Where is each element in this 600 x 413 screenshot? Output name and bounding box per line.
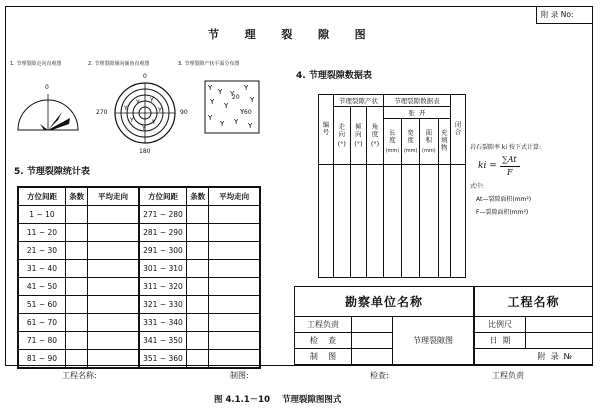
table-row (18, 296, 260, 314)
footer-check: 检查: (370, 371, 389, 380)
formula-def-f: F—裂隙面积(mm²) (476, 209, 529, 216)
formula-lhs: ki = (478, 161, 497, 171)
table-row (18, 314, 260, 332)
h-fill: 充填物 (438, 119, 451, 165)
range-cell: 71 ~ 80 (18, 332, 65, 350)
svg-text:Y: Y (136, 99, 140, 106)
h-open: 张 开 (383, 107, 450, 119)
project-name-heading: 工程名称 (474, 287, 593, 317)
svg-text:Y: Y (152, 119, 156, 126)
page-title: 节 理 裂 隙 图 (208, 28, 372, 41)
range-cell: 41 ~ 50 (18, 278, 65, 296)
range-cell: 11 ~ 20 (18, 224, 65, 242)
svg-text:Y: Y (250, 96, 255, 104)
engineer-label: 工程负责 (295, 317, 352, 333)
range-cell: 1 ~ 10 (18, 206, 65, 224)
range-cell: 31 ~ 40 (18, 260, 65, 278)
h-dip-dir: 倾向 (°) (350, 107, 367, 165)
svg-text:Y: Y (234, 118, 239, 126)
table-row (18, 206, 260, 224)
range-cell: 321 ~ 330 (139, 296, 187, 314)
h-length: 长度 (mm) (383, 119, 401, 165)
svg-text:Y: Y (230, 90, 235, 98)
svg-text:Y: Y (142, 125, 146, 132)
table-row (18, 278, 260, 296)
svg-text:Y: Y (210, 98, 215, 106)
h-serial: 编号 (319, 95, 334, 165)
h-width: 宽度 (mm) (402, 119, 420, 165)
plan-label-20: 20 (232, 94, 240, 101)
footer-project: 工程名称: (62, 371, 97, 380)
formula-def-at: At—裂隙面积(mm²) (476, 196, 532, 203)
dip-stereonet-diagram (112, 80, 178, 148)
range-cell: 81 ~ 90 (18, 350, 65, 369)
caption-plan: 3. 节理裂隙产状平面分布图 (178, 61, 240, 67)
formula-fraction-line (500, 166, 520, 167)
stat-table-title: 5. 节理裂隙统计表 (14, 167, 90, 177)
svg-text:Y: Y (248, 122, 253, 130)
stat-header: 条数 (65, 187, 87, 206)
appendix-label: 附 录 No: (541, 10, 574, 19)
table-row (319, 165, 466, 278)
svg-text:Y: Y (150, 97, 154, 104)
h-strike: 走向 (°) (334, 107, 351, 165)
figure-caption: 图 4.1.1－10 节理裂隙图图式 (214, 395, 342, 405)
h-attitude: 节理裂隙产状 (334, 95, 384, 107)
formula-intro: 岩石裂隙率 ki 按下式计算: (470, 144, 541, 151)
range-cell: 301 ~ 310 (139, 260, 187, 278)
range-cell: 331 ~ 340 (139, 314, 187, 332)
svg-text:Y: Y (220, 120, 225, 128)
h-area: 面积 (mm) (420, 119, 438, 165)
dip-north-label: 0 (143, 73, 147, 80)
title-block (294, 286, 593, 365)
stat-header: 平均走向 (88, 187, 139, 206)
stat-header: 平均走向 (209, 187, 260, 206)
svg-text:Y: Y (158, 107, 162, 114)
dip-south-label: 180 (139, 148, 151, 155)
caption-dip: 2. 节理裂隙倾向倾角直观图 (88, 61, 150, 67)
check-label: 检 查 (295, 333, 352, 349)
svg-text:Y: Y (218, 88, 223, 96)
joint-statistics-table (17, 186, 261, 369)
range-cell: 291 ~ 300 (139, 242, 187, 260)
caption-strike: 1. 节理裂隙走向直观图 (10, 61, 62, 67)
range-cell: 21 ~ 30 (18, 242, 65, 260)
plan-distribution-diagram (204, 80, 260, 134)
dip-west-label: 270 (96, 109, 108, 116)
stat-header: 方位间距 (139, 187, 187, 206)
table-row (18, 224, 260, 242)
formula-denominator: F (507, 168, 513, 177)
drawn-label: 制 图 (295, 349, 352, 365)
stat-header: 条数 (187, 187, 209, 206)
svg-text:Y: Y (208, 114, 213, 122)
survey-unit-name: 勘察单位名称 (295, 287, 475, 317)
table-row (18, 332, 260, 350)
svg-text:Y: Y (130, 117, 134, 124)
date-label: 日 期 (474, 333, 526, 349)
footer-engineer: 工程负责 (492, 371, 524, 380)
range-cell: 311 ~ 320 (139, 278, 187, 296)
range-cell: 271 ~ 280 (139, 206, 187, 224)
svg-text:Y: Y (208, 84, 213, 92)
range-cell: 341 ~ 350 (139, 332, 187, 350)
table-row (18, 242, 260, 260)
svg-text:Y: Y (224, 102, 229, 110)
formula-where: 式中: (470, 183, 485, 190)
appendix-number-label: 附 录 № (474, 349, 593, 365)
range-cell: 61 ~ 70 (18, 314, 65, 332)
range-cell: 51 ~ 60 (18, 296, 65, 314)
range-cell: 281 ~ 290 (139, 224, 187, 242)
scale-label: 比例尺 (474, 317, 526, 333)
drawing-name: 节理裂隙图 (393, 317, 475, 365)
range-cell: 351 ~ 360 (139, 350, 187, 369)
formula-numerator: ∑At (502, 155, 517, 164)
table-row (18, 260, 260, 278)
strike-zero-label: 0 (45, 84, 49, 91)
h-closed: 闭合 (451, 95, 466, 165)
h-joint-data: 节理裂隙数据表 (383, 95, 450, 107)
dip-east-label: 90 (180, 109, 188, 116)
h-dip: 角度 (°) (367, 107, 384, 165)
svg-text:Y: Y (244, 84, 249, 92)
stat-header: 方位间距 (18, 187, 65, 206)
table-row (18, 350, 260, 369)
plan-label-60: 60 (244, 109, 252, 116)
joint-data-table (318, 94, 466, 278)
svg-text:Y: Y (124, 105, 128, 112)
svg-text:Y: Y (240, 108, 245, 116)
data-table-title: 4. 节理裂隙数据表 (296, 71, 372, 81)
footer-drawn: 制图: (230, 371, 249, 380)
